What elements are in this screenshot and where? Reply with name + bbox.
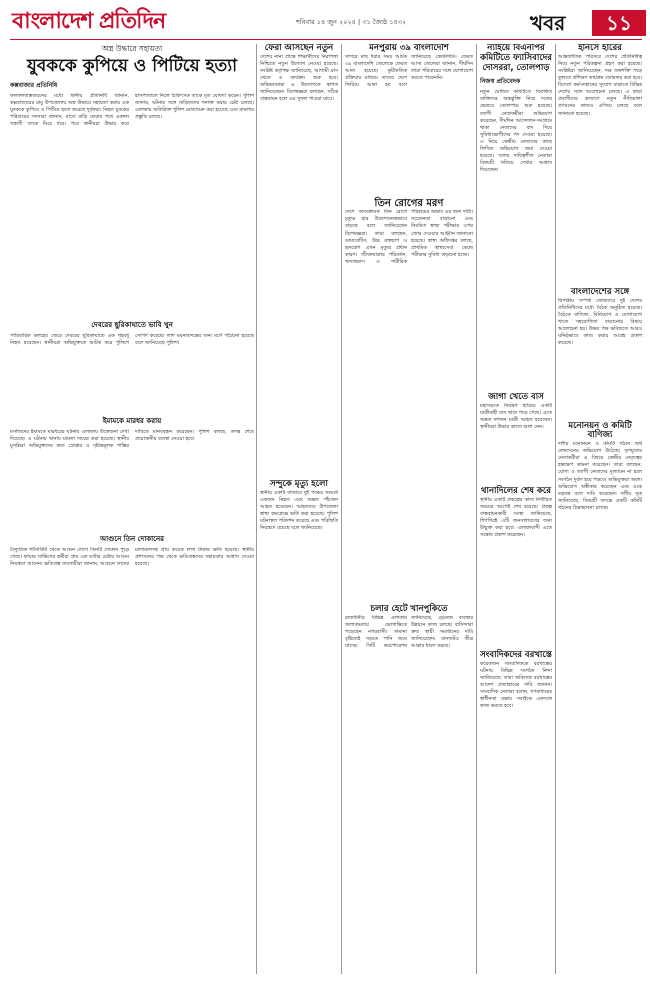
main-body: ফলফলবাস্তবায়নের মধ্যে স্থানীয় প্রতিনিধি জানান, কক্সবাজারের রামু উপজেলায় অস্ত্র উদ্ধারে সহায়তা করায় এক যুবককে কুপিয়ে ও পিটিয়ে হত্যা করেছে দুর্বৃত্তরা। নিহত যুবকের পরিবারের সদস্যরা জানান, রাতে বাড়ি ফেরার পথে একদল সন্ত্রাসী তাকে ঘিরে ধরে। পরে স্থানীয়রা উদ্ধার করে হাসপাতালে নিলে চিকিৎসক তাকে মৃত ঘোষণা করেন। পুলিশ জানায়, ঘটনার সঙ্গে জড়িতদের শনাক্ত করার চেষ্টা চলছে। এলাকায় অতিরিক্ত পুলিশ মোতায়েন করা হয়েছে এবং মামলার প্রস্তুতি চলছে। bbox=[10, 92, 254, 127]
column-rule bbox=[476, 44, 477, 974]
col4-bottom-headline: সংবাদিকদের বরখাস্তে bbox=[480, 649, 552, 660]
centre-bottom-headline: চলার হেটে খানপুকিতে bbox=[370, 604, 448, 615]
article-centre bbox=[345, 44, 473, 974]
masthead-rule bbox=[10, 39, 642, 40]
col4-top-body: নতুন ঘোষিত কমিটিতে বিতর্কিত ব্যক্তিদের অন্তর্ভুক্তি নিয়ে দলের ভেতরে তোলপাড় শুরু হয়েছে। ত্যাগী নেতাকর্মীরা অভিযোগ করেছেন, দীর্ঘদিন আন্দোলন-সংগ্রামে থাকা নেতাদের বাদ দিয়ে সুবিধাভোগীদের পদ দেওয়া হয়েছে। এ নিয়ে কেন্দ্রীয় নেতাদের কাছে লিখিত অভিযোগ জমা দেওয়া হয়েছে। দলের দায়িত্বশীল নেতারা বিষয়টি খতিয়ে দেখার আশ্বাস দিয়েছেন। bbox=[480, 89, 552, 174]
masthead bbox=[10, 8, 642, 38]
centre-mid-headline: তিন রোগের মরণ bbox=[374, 197, 444, 209]
page-number: ১১ bbox=[592, 10, 646, 36]
col5-mid-body: দ্বিপক্ষীয় সম্পর্ক জোরদারে দুই দেশের প্রতিনিধিদের মধ্যে বৈঠক অনুষ্ঠিত হয়েছে। বৈঠকে বাণিজ্য, বিনিয়োগ ও যোগাযোগ খাতে সহযোগিতা বাড়ানোর বিষয়ে আলোচনা হয়। উভয় পক্ষ ভবিষ্যতে আরও ঘনিষ্ঠভাবে কাজ করার আগ্রহ প্রকাশ করেছে। bbox=[558, 297, 642, 347]
article-col2 bbox=[260, 44, 338, 974]
article-col4 bbox=[480, 44, 552, 974]
sub3-body: বৈদ্যুতিক শর্টসার্কিট থেকে আগুন লেগে তিনটি দোকান পুড়ে গেছে। ফায়ার সার্ভিসের কর্মীরা প্রায় এক ঘণ্টার চেষ্টায় আগুন নিয়ন্ত্রণে আনেন। ক্ষতিগ্রস্ত ব্যবসায়ীরা জানান, আগুনে তাদের মালামালসহ প্রায় কয়েক লাখ টাকার ক্ষতি হয়েছে। স্থানীয় প্রশাসনের পক্ষ থেকে ক্ষতিগ্রস্তদের সহায়তার আশ্বাস দেওয়া হয়েছে। bbox=[10, 546, 254, 567]
col4-mid-body: মহাসড়কে নিয়ন্ত্রণ হারিয়ে একটি যাত্রীবাহী বাস খাদে পড়ে গেছে। এতে অন্তত দশজন যাত্রী আহত হয়েছেন। স্থানীয়রা উদ্ধার কাজে অংশ নেন। bbox=[480, 403, 552, 431]
centre-bottom-body: রাজধানীর বিভিন্ন এলাকায় জলাবদ্ধতায় ভোগান্তিতে পড়েছেন নগরবাসী। সামান্য বৃষ্টিতেই সড়কে পানি জমে যাচ্ছে। সিটি করপোরেশন জানিয়েছে, ড্রেনেজ ব্যবস্থার উন্নয়নে কাজ চলছে। বাসিন্দারা দ্রুত স্থায়ী সমাধানের দাবি জানিয়েছেন। যানজটও তীব্র আকার ধারণ করছে। bbox=[345, 615, 473, 650]
col5-bottom-headline: মনোনয়ন ও কমিটি বাণিজ্য bbox=[568, 420, 632, 441]
sub3-headline: আগুনে তিন দোকানের bbox=[100, 534, 164, 543]
centre-top-body: সাগরে মাছ ধরার সময় আটক ৩৯ বাংলাদেশি জেলেকে ফেরত আনা হয়েছে। কূটনৈতিক প্রক্রিয়ার মাধ্যমে তাদের দেশে ফিরিয়ে আনা হয় বলে জানিয়েছে কোস্টগার্ড। ফেরত আসা জেলেরা জানান, দীর্ঘদিন তারা পরিবারের সঙ্গে যোগাযোগ করতে পারেননি। bbox=[345, 53, 473, 89]
sub1-body: পারিবারিক কলহের জেরে দেবরের ছুরিকাঘাতে এক গৃহবধূ নিহত হয়েছেন। স্থানীয়রা অভিযুক্তকে আটক করে পুলিশে সোপর্দ করেছে। লাশ ময়নাতদন্তের জন্য মর্গে পাঠানো হয়েছে বলে জানিয়েছে পুলিশ। bbox=[10, 332, 254, 346]
column-rule bbox=[256, 44, 257, 974]
main-headline: যুবককে কুপিয়ে ও পিটিয়ে হত্যা bbox=[26, 56, 238, 76]
centre-top-headline: মনপুরায় ৩৯ বাংলাদেশি bbox=[369, 44, 449, 53]
article-col5 bbox=[558, 44, 642, 974]
column-rule bbox=[555, 44, 556, 974]
article-main bbox=[10, 44, 254, 974]
main-byline: কক্সবাজার প্রতিনিধি bbox=[10, 81, 58, 89]
col5-top-headline: ইনিসে হারের bbox=[578, 44, 622, 53]
col5-top-body: আন্তর্জাতিক পরিসরে দেশের প্রতিনিধিত্ব নিয়ে নতুন পরিকল্পনা গ্রহণ করা হয়েছে। সংশ্লিষ্টরা জানিয়েছেন, দক্ষ জনশক্তি গড়ে তুলতে প্রশিক্ষণ কার্যক্রম জোরদার করা হবে। বিদেশে কর্মসংস্থানের সুযোগ বাড়াতে বিভিন্ন দেশের সঙ্গে আলোচনা চলছে। এ ছাড়া প্রবাসীদের কল্যাণে নতুন নীতিমালা প্রণয়নের কাজও এগিয়ে চলছে বলে জানানো হয়েছে। bbox=[558, 53, 642, 117]
column-rule bbox=[341, 44, 342, 974]
sub2-headline: ইমামকে মারধর করায় bbox=[102, 416, 162, 425]
col4-bottom-body: কয়েকজন সাংবাদিককে বরখাস্তের ঘটনায় বিভিন্ন সংগঠন নিন্দা জানিয়েছে। তারা অবিলম্বে বরখাস্তের আদেশ প্রত্যাহারের দাবি জানান। সাংবাদিক নেতারা বলেন, গণমাধ্যমের স্বাধীনতা রক্ষায় সবাইকে একসঙ্গে কাজ করতে হবে। bbox=[480, 660, 552, 710]
newspaper-logo: বাংলাদেশ প্রতিদিন bbox=[12, 9, 166, 34]
col4-mid2-headline: থানাদিলের শেষ করে bbox=[481, 486, 551, 497]
centre-mid-body: দেশে অসংক্রামক তিন রোগে মৃত্যুর হার উদ্বেগজনকভাবে বাড়ছে বলে জানিয়েছেন বিশেষজ্ঞরা। তারা বলছেন, ডায়াবেটিস, উচ্চ রক্তচাপ ও হৃদরোগ এখন মৃত্যুর প্রধান কারণ। জীবনযাত্রার পরিবর্তন, খাদ্যাভ্যাস ও শারীরিক পরিশ্রমের অভাব এর জন্য দায়ী। সচেতনতা বাড়ানো এবং নিয়মিত স্বাস্থ্য পরীক্ষার ওপর জোর দেওয়ার আহ্বান জানানো হয়েছে। স্বাস্থ্য অধিদপ্তর বলছে, প্রাথমিক স্বাস্থ্যসেবা কেন্দ্রে পরীক্ষার সুবিধা বাড়ানো হচ্ছে। bbox=[345, 209, 473, 265]
main-kicker: অস্ত্র উদ্ধারে সহায়তা bbox=[101, 44, 163, 53]
col4-top-headline: ন্যাইয়ে বিএনপির কমিটিতে ফ্যাসিবাদের দোসররা, তোলপাড় bbox=[480, 44, 552, 73]
col5-bottom-body: দলীয় মনোনয়ন ও কমিটি গঠনে অর্থ লেনদেনের অভিযোগ উঠেছে। তৃণমূলের নেতাকর্মীরা এ বিষয়ে কেন্দ্রীয় নেতৃত্বের হস্তক্ষেপ কামনা করেছেন। তারা বলছেন, যোগ্য ও ত্যাগী নেতাদের মূল্যায়ন না হলে সংগঠন দুর্বল হয়ে পড়বে। অভিযুক্তরা অবশ্য অভিযোগ অস্বীকার করেছেন এবং একে ষড়যন্ত্র বলে দাবি করেছেন। দলীয় সূত্র জানিয়েছে, বিষয়টি তদন্তে একটি কমিটি গঠনের চিন্তাভাবনা চলছে। bbox=[558, 441, 642, 511]
sub1-headline: দেবরের ছুরিকাঘাতে ভাবি খুন bbox=[91, 320, 173, 329]
col2-mid-headline: সন্দুকে মৃত্যু হলো bbox=[270, 478, 328, 489]
dateline: শনিবার ১৪ জুন ২০২৫ | ৩১ জ্যৈষ্ঠ ১৪৩২ bbox=[296, 18, 407, 26]
col4-top-byline: নিজস্ব প্রতিবেদক bbox=[480, 78, 521, 86]
section-name: খবর bbox=[530, 11, 566, 35]
col4-mid-headline: জাগা খেতে বাস bbox=[488, 392, 544, 403]
col5-mid-headline: বাংলাদেশের সঙ্গে bbox=[570, 286, 630, 297]
col2-top-body: দেশের নানা প্রান্তে শিক্ষার্থীদের নিরাপত্তা নিশ্চিতে নতুন উদ্যোগ নেওয়া হয়েছে। সংশ্লিষ্ট কর্তৃপক্ষ জানিয়েছে, আগামী মাস থেকে এ কার্যক্রম শুরু হবে। অভিভাবকরা এ উদ্যোগকে স্বাগত জানিয়েছেন। বিশেষজ্ঞরা বলছেন, সঠিক বাস্তবায়ন হলে এর সুফল পাওয়া যাবে। bbox=[260, 53, 338, 103]
col2-mid-body: স্থানীয় একটি বাজারে দুই পক্ষের সংঘর্ষে একজন নিহত এবং অন্তত পাঁচজন আহত হয়েছেন। আহতদের উপজেলা স্বাস্থ্য কমপ্লেক্সে ভর্তি করা হয়েছে। পুলিশ ঘটনাস্থল পরিদর্শন করেছে এবং পরিস্থিতি নিয়ন্ত্রণে রয়েছে বলে জানিয়েছে। bbox=[260, 489, 338, 531]
col2-top-headline: ফেরা আসছেন নতুন bbox=[264, 44, 334, 53]
sub2-body: মসজিদের ইমামকে মারধরের ঘটনায় এলাকায় উত্তেজনা দেখা দিয়েছে। এ ঘটনায় থানায় মামলা দায়ের করা হয়েছে। স্থানীয় মুসল্লিরা অভিযুক্তদের দ্রুত গ্রেপ্তার ও দৃষ্টান্তমূলক শাস্তির দাবিতে মানববন্ধন করেছেন। পুলিশ বলছে, তদন্ত শেষে প্রয়োজনীয় ব্যবস্থা নেওয়া হবে। bbox=[10, 428, 254, 449]
col4-mid2-body: স্থানীয় একটি প্রকল্পের কাজ নির্ধারিত সময়ের আগেই শেষ হয়েছে। প্রকল্প বাস্তবায়নকারী সংস্থা জানিয়েছে, শিগগিরই এটি জনসাধারণের জন্য উন্মুক্ত করা হবে। এলাকাবাসী এতে সন্তোষ প্রকাশ করেছেন। bbox=[480, 496, 552, 539]
